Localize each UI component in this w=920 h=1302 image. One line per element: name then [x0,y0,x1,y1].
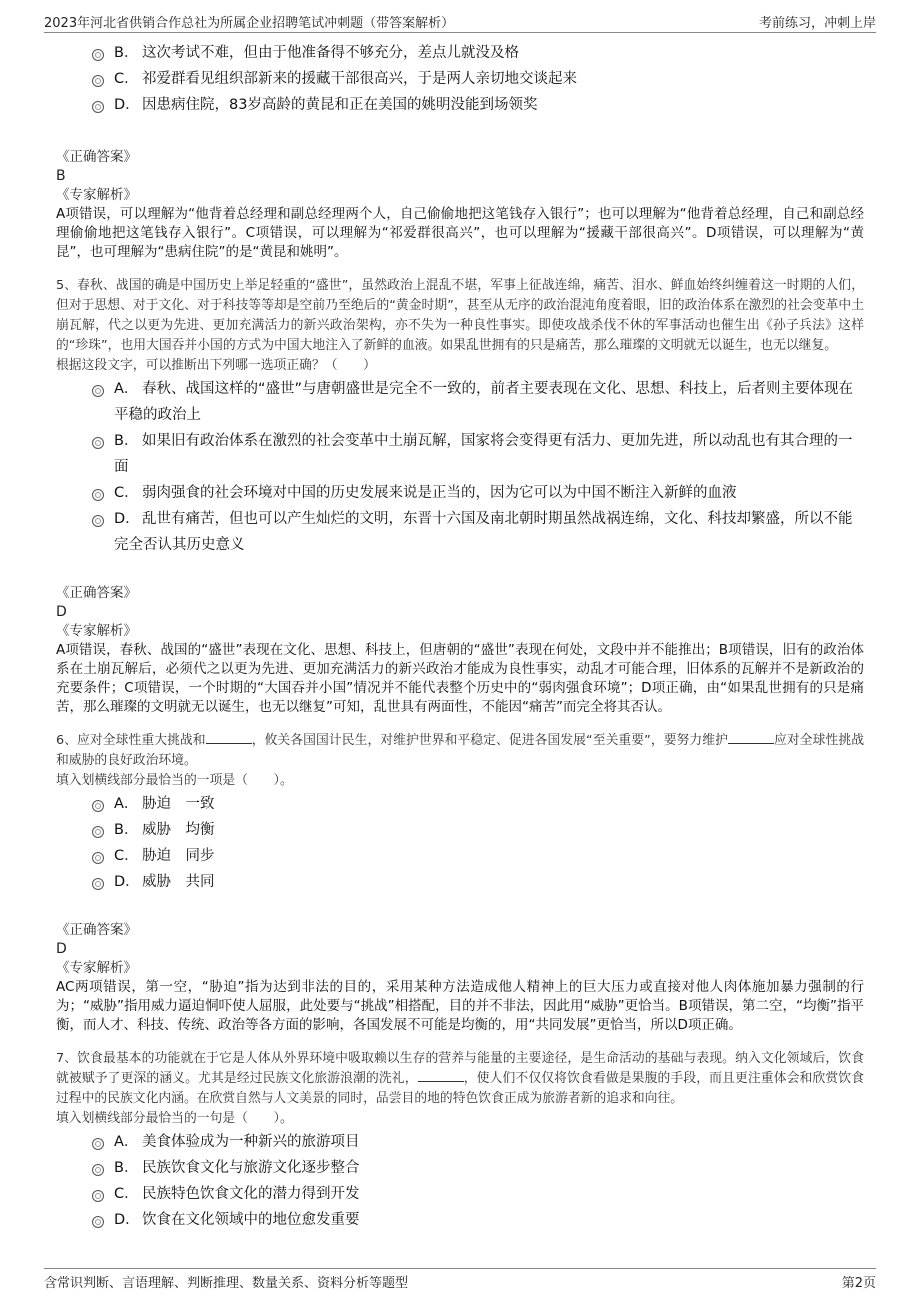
header-slogan: 考前练习，冲刺上岸 [758,16,876,31]
q6-answer: D [56,941,67,957]
page-content [56,40,864,1233]
q4-analysis: A项错误，可以理解为“他背着总经理和副总经理两个人，自己偷偷地把这笔钱存入银行”；也可以理解为“他背着总经理，自己和副总经理偷偷地把这笔钱存入银行”。C项错误，可以理解为“祁爱群很高兴”，也可以理解为“援藏干部很高兴”。D项错误，可以理解为“黄昆”，也可理解为“患病住院”的是“黄昆和姚明”。 [56,206,864,260]
fill-blank [728,731,774,744]
correct-answer-label: 《正确答案》 [56,149,137,165]
q5-option-c[interactable]: C． 弱肉强食的社会环境对中国的历史发展来说是正当的，因为它可以为中国不断注入新鲜的血液 [92,480,864,506]
q4-option-d[interactable]: D． 因患病住院，83岁高龄的黄昆和正在美国的姚明没能到场领奖 [92,92,864,118]
q7-option-b[interactable]: B． 民族饮食文化与旅游文化逐步整合 [92,1155,864,1181]
q5-option-d[interactable]: D． 乱世有痛苦，但也可以产生灿烂的文明，东晋十六国及南北朝时期虽然战祸连绵，文化、科技却繁盛，所以不能完全否认其历史意义 [92,506,864,558]
question-5 [56,276,864,717]
q5-analysis: A项错误，春秋、战国的“盛世”表现在文化、思想、科技上，但唐朝的“盛世”表现在何处，文段中并不能推出；B项错误，旧有的政治体系在土崩瓦解后，必须代之以更为先进、更加充满活力的新兴政治才能成为良性事实，动乱才可能合理，旧体系的瓦解并不是新政治的充要条件；C项错误，一个时期的“大国吞并小国”情况并不能代表整个历史中的“弱肉强食环境”；D项正确，由“如果乱世拥有的只是痛苦，那么璀璨的文明就无以诞生，也无以继复”可知，乱世具有两面性，不能因“痛苦”而完全将其否认。 [56,642,864,715]
footer-subjects: 含常识判断、言语理解、判断推理、数量关系、资料分析等题型 [44,1276,409,1291]
q4-option-b[interactable]: B． 这次考试不难，但由于他准备得不够充分，差点儿就没及格 [92,40,864,66]
q6-option-a[interactable]: A． 胁迫 一致 [92,791,864,817]
q6-question: 填入划横线部分最恰当的一项是（ ）。 [56,773,293,788]
expert-analysis-label: 《专家解析》 [56,960,137,976]
radio-icon[interactable] [92,1138,104,1150]
question-7 [56,1049,864,1233]
radio-icon[interactable] [92,800,104,812]
q5-option-b[interactable]: B． 如果旧有政治体系在激烈的社会变革中土崩瓦解，国家将会变得更有活力、更加先进，所以动乱也有其合理的一面 [92,428,864,480]
q7-option-c[interactable]: C． 民族特色饮食文化的潜力得到开发 [92,1181,864,1207]
question-4 [56,40,864,262]
q5-question: 根据这段文字，可以推断出下列哪一选项正确？（ ） [56,358,376,373]
radio-icon[interactable] [92,75,104,87]
radio-icon[interactable] [92,878,104,890]
q5-stem: 5、春秋、战国的确是中国历史上举足轻重的“盛世”，虽然政治上混乱不堪，军事上征战连绵，痛苦、泪水、鲜血始终纠缠着这一时期的人们，但对于思想、对于文化、对于科技等等却是空前乃至绝后的“黄金时期”，甚至从无序的政治混沌角度着眼，旧的政治体系在激烈的社会变革中土崩瓦解，代之以更为先进、更加充满活力的新兴政治架构，亦不失为一种良性事实。即使攻战杀伐不休的军事活动也催生出《孙子兵法》这样的“珍珠”，也用大国吞并小国的方式为中国大地注入了新鲜的血液。如果乱世拥有的只是痛苦，那么璀璨的文明就无以诞生，也无以继复。 [56,278,864,353]
radio-icon[interactable] [92,515,104,527]
radio-icon[interactable] [92,489,104,501]
q6-stem: 6、应对全球性重大挑战和 ，攸关各国国计民生，对维护世界和平稳定、促进各国发展“至关重要”，要努力维护 应对全球性挑战和威胁的良好政治环境。 [56,733,865,768]
q4-answer: B [56,168,66,184]
q7-stem: 7、饮食最基本的功能就在于它是人体从外界环境中吸取赖以生存的营养与能量的主要途径，是生命活动的基础与表现。纳入文化领域后，饮食就被赋予了更深的涵义。尤其是经过民族文化旅游浪潮的洗礼， ，使人们不仅仅将饮食看做是果腹的手段，而且更注重体会和欣赏饮食过程中的民族文化内涵。在欣赏自然与人文美景的同时，品尝目的地的特色饮食正成为旅游者新的追求和向往。 [56,1051,865,1106]
page-number: 第2页 [841,1276,876,1291]
q7-option-d[interactable]: D． 饮食在文化领域中的地位愈发重要 [92,1207,864,1233]
radio-icon[interactable] [92,1190,104,1202]
radio-icon[interactable] [92,101,104,113]
q7-option-a[interactable]: A． 美食体验成为一种新兴的旅游项目 [92,1129,864,1155]
radio-icon[interactable] [92,826,104,838]
correct-answer-label: 《正确答案》 [56,922,137,938]
radio-icon[interactable] [92,49,104,61]
correct-answer-label: 《正确答案》 [56,585,137,601]
expert-analysis-label: 《专家解析》 [56,623,137,639]
radio-icon[interactable] [92,1164,104,1176]
document-title: 2023年河北省供销合作总社为所属企业招聘笔试冲刺题（带答案解析） [44,16,455,31]
fill-blank [206,731,252,744]
q6-analysis: AC两项错误，第一空，“胁迫”指为达到非法的目的，采用某种方法造成他人精神上的巨大压力或直接对他人肉体施加暴力强制的行为；“威胁”指用威力逼迫恫吓使人屈服，此处要与“挑战”相搭配，目的并不非法，因此用“威胁”更恰当。B项错误，第二空，“均衡”指平衡，而人才、科技、传统、政治等各方面的影响，各国发展不可能是均衡的，用“共同发展”更恰当，所以D项正确。 [56,979,864,1033]
q6-option-d[interactable]: D． 威胁 共同 [92,869,864,895]
q7-question: 填入划横线部分最恰当的一句是（ ）。 [56,1111,293,1126]
expert-analysis-label: 《专家解析》 [56,187,137,203]
q6-option-c[interactable]: C． 胁迫 同步 [92,843,864,869]
radio-icon[interactable] [92,437,104,449]
radio-icon[interactable] [92,385,104,397]
radio-icon[interactable] [92,1216,104,1228]
fill-blank [418,1069,464,1082]
page-footer [44,1268,876,1291]
q5-answer: D [56,604,67,620]
page-header [44,10,876,33]
q6-option-b[interactable]: B． 威胁 均衡 [92,817,864,843]
q5-option-a[interactable]: A． 春秋、战国这样的“盛世”与唐朝盛世是完全不一致的，前者主要表现在文化、思想、科技上，后者则主要体现在平稳的政治上 [92,376,864,428]
radio-icon[interactable] [92,852,104,864]
question-6 [56,731,864,1035]
q4-option-c[interactable]: C． 祁爱群看见组织部新来的援藏干部很高兴，于是两人亲切地交谈起来 [92,66,864,92]
